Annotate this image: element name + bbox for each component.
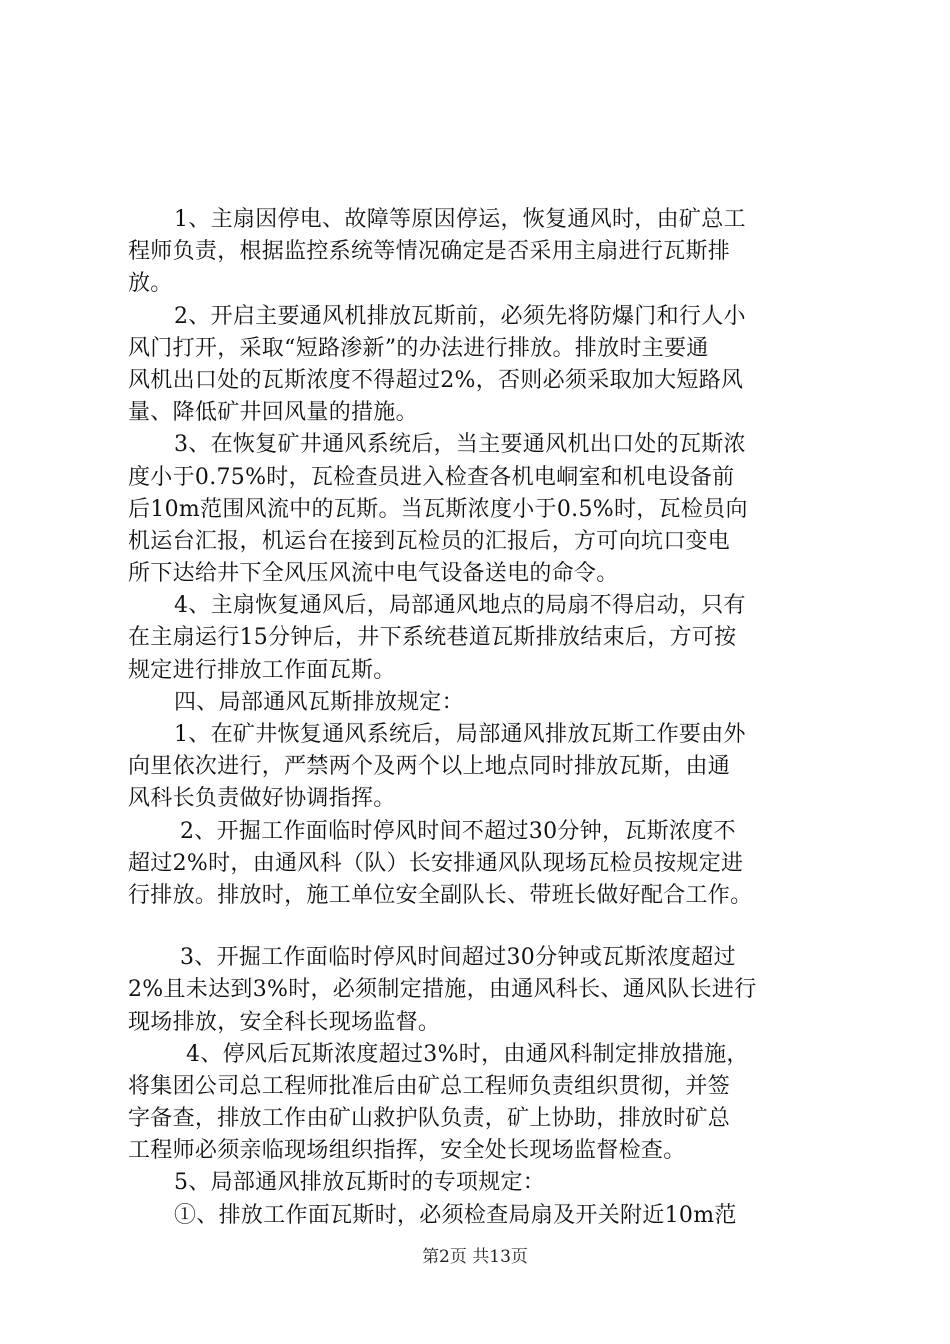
text-line: 1、主扇因停电、故障等原因停运，恢复通风时，由矿总工 [174, 207, 746, 232]
text-line: 4、停风后瓦斯浓度超过3%时，由通风科制定排放措施， [186, 1041, 749, 1067]
text-line: 程师负责，根据监控系统等情况确定是否采用主扇进行瓦斯排 [128, 239, 731, 265]
text-line: 3、在恢复矿井通风系统后，当主要通风机出口处的瓦斯浓 [174, 432, 746, 458]
text-line: 2、开掘工作面临时停风时间不超过30分钟，瓦斯浓度不 [180, 818, 736, 844]
paragraph-gap [128, 912, 838, 942]
text-line: 2、开启主要通风机排放瓦斯前，必须先将防爆门和行人小 [174, 303, 746, 329]
text-line: 规定进行排放工作面瓦斯。 [128, 657, 396, 683]
text-line: 将集团公司总工程师批准后由矿总工程师负责组织贯彻，并签 [128, 1073, 731, 1099]
text-line: 度小于0.75%时，瓦检查员进入检查各机电峒室和机电设备前 [128, 464, 735, 490]
text-line: 量、降低矿井回风量的措施。 [128, 400, 418, 426]
text-line: 2%且未达到3%时，必须制定措施，由通风科长、通风队长进行 [128, 977, 757, 1003]
text-line: 风机出口处的瓦斯浓度不得超过2%，否则必须采取加大短路风 [128, 367, 744, 393]
text-line: 行排放。排放时，施工单位安全副队长、带班长做好配合工作。 [128, 882, 753, 908]
text-line: 风科长负责做好协调指挥。 [128, 786, 396, 812]
text-line: 1、在矿井恢复通风系统后，局部通风排放瓦斯工作要由外 [174, 722, 746, 747]
text-line: 现场排放，安全科长现场监督。 [128, 1009, 441, 1035]
text-line: 后10m范围风流中的瓦斯。当瓦斯浓度小于0.5%时，瓦检员向 [128, 496, 748, 522]
text-line: 机运台汇报，机运台在接到瓦检员的汇报后，方可向坑口变电 [128, 528, 731, 554]
text-line: 向里依次进行，严禁两个及两个以上地点同时排放瓦斯，由通 [128, 754, 731, 780]
text-line: 风门打开，采取“短路渗新”的办法进行排放。排放时主要通 [128, 335, 709, 361]
text-line: 5、局部通风排放瓦斯时的专项规定： [174, 1170, 546, 1196]
body-text [128, 204, 838, 1232]
page-footer: 第2页 共13页 [422, 1247, 528, 1267]
text-line: 3、开掘工作面临时停风时间超过30分钟或瓦斯浓度超过 [180, 945, 736, 971]
text-line: 放。 [128, 271, 173, 297]
text-line: ①、排放工作面瓦斯时，必须检查局扇及开关附近10m范 [174, 1202, 737, 1228]
text-line: 超过2%时，由通风科（队）长安排通风队现场瓦检员按规定进 [128, 850, 744, 876]
text-line: 工程师必须亲临现场组织指挥，安全处长现场监督检查。 [128, 1138, 686, 1164]
text-line: 在主扇运行15分钟后，井下系统巷道瓦斯排放结束后，方可按 [128, 625, 737, 651]
text-line: 字备查，排放工作由矿山救护队负责，矿上协助，排放时矿总 [128, 1106, 731, 1132]
text-line: 所下达给井下全风压风流中电气设备送电的命令。 [128, 561, 619, 587]
section-heading: 四、局部通风瓦斯排放规定： [174, 689, 464, 715]
text-line: 4、主扇恢复通风后，局部通风地点的局扇不得启动，只有 [174, 593, 746, 619]
